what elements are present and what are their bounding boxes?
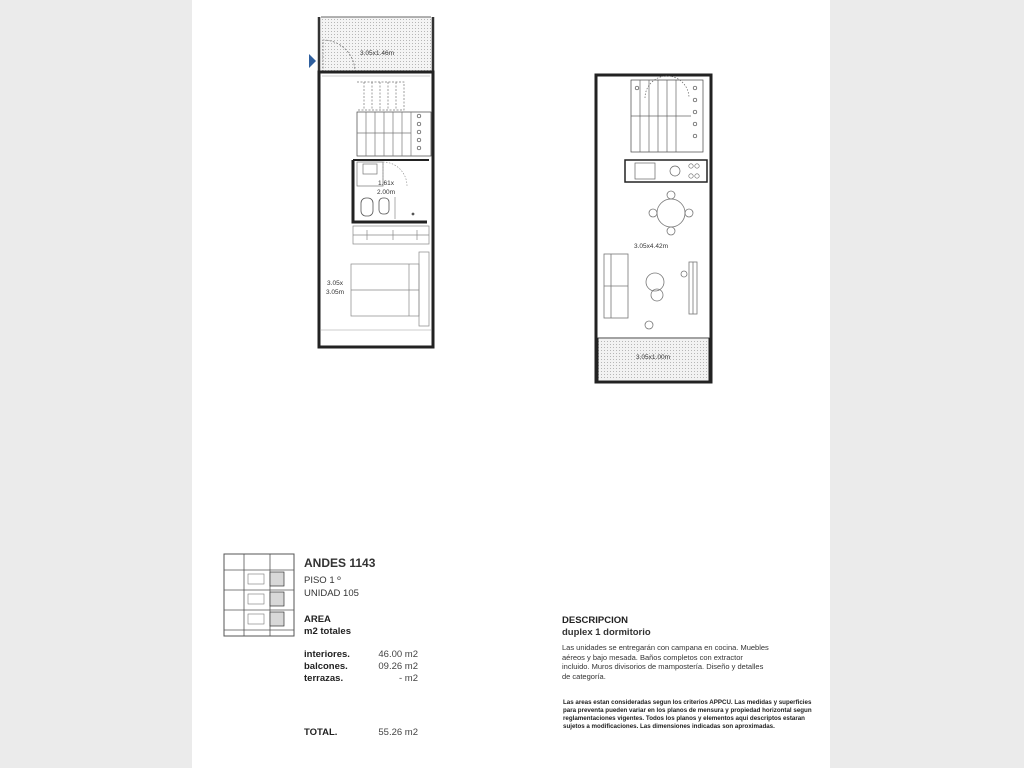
living-dimension: 3.05x4.42m: [634, 243, 668, 250]
upper-balcony: [319, 17, 433, 72]
project-name: ANDES 1143: [304, 556, 376, 570]
area-row-label: interiores.: [304, 649, 350, 660]
upper-balcony-dimension: 3.05x1.46m: [360, 50, 394, 57]
floor-label: PISO 1 º: [304, 575, 341, 586]
description-subtitle: duplex 1 dormitorio: [562, 627, 651, 638]
bathroom-dimension-2: 2.00m: [376, 189, 396, 196]
upper-floor-plan: [309, 12, 449, 357]
entry-marker-icon: [309, 54, 316, 68]
lower-balcony-dimension: 3.05x1.00m: [636, 354, 670, 361]
sofa-icon: [604, 254, 628, 318]
staircase-icon: [357, 82, 431, 156]
staircase-icon: [631, 76, 703, 152]
upper-shell: [319, 72, 433, 347]
bidet-icon: [379, 198, 389, 214]
bedroom-dimension-2: 3.05m: [325, 289, 345, 296]
area-row-value: 09.26 m2: [378, 661, 418, 672]
tv-unit-icon: [681, 262, 697, 314]
area-row-value: 46.00 m2: [378, 649, 418, 660]
legal-note: Las areas estan consideradas segun los criterios APPCU. Las medidas y superficies para preventa pueden variar en los planos de mensura y propiedad horizontal segun reglamentaciones vigentes. Todos los planos y elementos aqui descriptos estaran sujetos a modificaciones. Las dimensiones indicadas son aproximadas.: [563, 699, 812, 730]
area-subtitle: m2 totales: [304, 626, 351, 637]
dining-table-icon: [649, 191, 693, 235]
wardrobe: [353, 226, 429, 244]
coffee-table-icon: [645, 273, 664, 329]
bed-icon: [351, 252, 429, 326]
bedroom-dimension-1: 3.05x: [327, 280, 343, 287]
area-row-label: terrazas.: [304, 673, 344, 684]
description-title: DESCRIPCION: [562, 615, 628, 626]
toilet-icon: [361, 198, 373, 216]
unit-label: UNIDAD 105: [304, 588, 359, 599]
total-value: 55.26 m2: [378, 727, 418, 738]
lower-floor-plan: [591, 70, 721, 390]
lower-shell: [596, 75, 711, 382]
area-row-label: balcones.: [304, 661, 348, 672]
area-title: AREA: [304, 614, 331, 625]
bathroom-dimension-1: 1.61x: [378, 180, 394, 187]
building-key-thumbnail: [222, 552, 296, 638]
kitchen-counter: [625, 160, 707, 182]
total-label: TOTAL.: [304, 727, 338, 738]
plan-sheet: [192, 0, 830, 768]
area-row-value: - m2: [399, 673, 418, 684]
description-body: Las unidades se entregarán con campana en cocina. Muebles aéreos y bajo mesada. Baños completos con extractor incluido. Muros divisorios de mampostería. Diseño y detalles de categoría.: [562, 643, 769, 681]
